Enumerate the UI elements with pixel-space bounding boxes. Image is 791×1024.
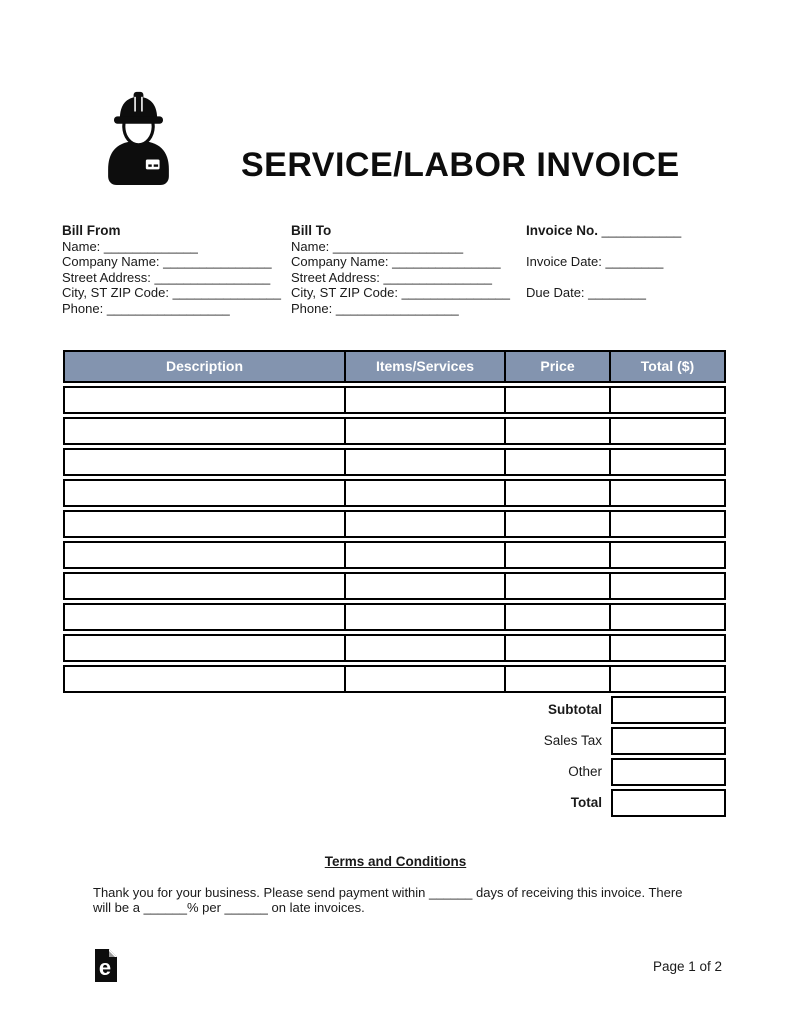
items-services-cell[interactable] bbox=[346, 479, 506, 507]
bill-to-heading: Bill To bbox=[291, 223, 332, 238]
bill-to-name-field bbox=[291, 239, 526, 255]
description-cell[interactable] bbox=[63, 510, 346, 538]
total-cell[interactable] bbox=[611, 448, 726, 476]
column-header-total: Total ($) bbox=[611, 350, 726, 383]
bill-to-city-field bbox=[291, 285, 526, 301]
description-cell[interactable] bbox=[63, 448, 346, 476]
field-blank[interactable]: ________________ bbox=[154, 269, 271, 285]
bill-to-company-field bbox=[291, 254, 526, 270]
description-cell[interactable] bbox=[63, 479, 346, 507]
field-label: City, ST ZIP Code: bbox=[291, 285, 398, 301]
price-cell[interactable] bbox=[506, 479, 611, 507]
page-number: Page 1 of 2 bbox=[652, 959, 722, 974]
description-cell[interactable] bbox=[63, 417, 346, 445]
description-cell[interactable] bbox=[63, 541, 346, 569]
field-blank[interactable]: _________________ bbox=[106, 300, 230, 316]
bill-from-section bbox=[62, 223, 291, 317]
items-services-cell[interactable] bbox=[346, 448, 506, 476]
sales-tax-row bbox=[63, 727, 726, 755]
terms-section bbox=[0, 854, 791, 916]
items-services-cell[interactable] bbox=[346, 572, 506, 600]
total-label: Total bbox=[570, 795, 602, 811]
price-cell[interactable] bbox=[506, 417, 611, 445]
bill-from-phone-field bbox=[62, 301, 291, 317]
description-cell[interactable] bbox=[63, 634, 346, 662]
table-row bbox=[63, 665, 726, 693]
column-header-items-services: Items/Services bbox=[346, 350, 506, 383]
price-cell[interactable] bbox=[506, 510, 611, 538]
description-cell[interactable] bbox=[63, 386, 346, 414]
price-cell[interactable] bbox=[506, 603, 611, 631]
field-label: Name: bbox=[291, 238, 330, 254]
total-cell[interactable] bbox=[611, 417, 726, 445]
items-services-cell[interactable] bbox=[346, 603, 506, 631]
price-cell[interactable] bbox=[506, 634, 611, 662]
field-label: Phone: bbox=[62, 300, 104, 316]
field-label: Name: bbox=[62, 238, 101, 254]
price-cell[interactable] bbox=[506, 541, 611, 569]
construction-worker-icon bbox=[99, 88, 178, 186]
line-items-table bbox=[63, 347, 726, 696]
field-label: Company Name: bbox=[62, 254, 160, 270]
table-row bbox=[63, 386, 726, 414]
bill-from-company-field bbox=[62, 254, 291, 270]
description-cell[interactable] bbox=[63, 665, 346, 693]
footer bbox=[0, 948, 791, 983]
summary-section bbox=[63, 696, 726, 817]
terms-heading: Terms and Conditions bbox=[324, 853, 467, 869]
field-blank[interactable]: _______________ bbox=[392, 254, 501, 270]
page-title: SERVICE/LABOR INVOICE bbox=[241, 146, 680, 184]
price-cell[interactable] bbox=[506, 448, 611, 476]
header bbox=[0, 0, 791, 186]
total-cell[interactable] bbox=[611, 479, 726, 507]
subtotal-row bbox=[63, 696, 726, 724]
table-row bbox=[63, 448, 726, 476]
price-cell[interactable] bbox=[506, 572, 611, 600]
billing-info-section bbox=[62, 223, 791, 317]
column-header-description: Description bbox=[63, 350, 346, 383]
table-row bbox=[63, 572, 726, 600]
field-label: Invoice No. bbox=[526, 223, 599, 238]
field-blank[interactable]: _______________ bbox=[172, 285, 282, 301]
field-blank[interactable]: _______________ bbox=[401, 285, 511, 301]
field-label: Due Date: bbox=[526, 285, 585, 301]
bill-to-phone-field bbox=[291, 301, 526, 317]
total-cell[interactable] bbox=[611, 541, 726, 569]
total-cell[interactable] bbox=[611, 634, 726, 662]
table-header-row bbox=[63, 350, 726, 383]
sales-tax-label: Sales Tax bbox=[543, 733, 602, 749]
table-row bbox=[63, 541, 726, 569]
description-cell[interactable] bbox=[63, 572, 346, 600]
other-label: Other bbox=[568, 764, 602, 780]
table-row bbox=[63, 634, 726, 662]
bill-from-name-field bbox=[62, 239, 291, 255]
column-header-price: Price bbox=[506, 350, 611, 383]
items-services-cell[interactable] bbox=[346, 634, 506, 662]
items-services-cell[interactable] bbox=[346, 386, 506, 414]
field-blank[interactable]: ________ bbox=[588, 285, 647, 301]
terms-body: Thank you for your business. Please send payment within ______ days of receiving this invoice. There will be a ______% per ______ on late invoices. bbox=[93, 884, 683, 916]
price-cell[interactable] bbox=[506, 386, 611, 414]
invoice-meta-section bbox=[526, 223, 756, 317]
bill-from-heading: Bill From bbox=[62, 223, 121, 238]
table-row bbox=[63, 417, 726, 445]
field-label: Company Name: bbox=[291, 254, 389, 270]
items-services-cell[interactable] bbox=[346, 417, 506, 445]
sales-tax-value-box[interactable] bbox=[611, 727, 726, 755]
bill-to-section bbox=[291, 223, 526, 317]
total-cell[interactable] bbox=[611, 665, 726, 693]
field-label: Phone: bbox=[291, 300, 333, 316]
field-blank[interactable]: ___________ bbox=[601, 223, 682, 238]
other-row bbox=[63, 758, 726, 786]
field-blank[interactable]: _________________ bbox=[335, 300, 459, 316]
bill-from-city-field bbox=[62, 285, 291, 301]
subtotal-value-box[interactable] bbox=[611, 696, 726, 724]
items-services-cell[interactable] bbox=[346, 510, 506, 538]
field-label: Invoice Date: bbox=[526, 254, 602, 270]
field-label: Street Address: bbox=[291, 269, 380, 285]
other-value-box[interactable] bbox=[611, 758, 726, 786]
price-cell[interactable] bbox=[506, 665, 611, 693]
field-blank[interactable]: _______________ bbox=[383, 269, 492, 285]
invoice-number-field bbox=[526, 223, 756, 239]
total-cell[interactable] bbox=[611, 386, 726, 414]
field-label: Street Address: bbox=[62, 269, 151, 285]
items-services-cell[interactable] bbox=[346, 541, 506, 569]
invoice-date-field bbox=[526, 254, 756, 270]
total-cell[interactable] bbox=[611, 603, 726, 631]
eforms-document-logo bbox=[94, 948, 118, 983]
table-row bbox=[63, 479, 726, 507]
bill-to-street-field bbox=[291, 270, 526, 286]
description-cell[interactable] bbox=[63, 603, 346, 631]
field-blank[interactable]: _______________ bbox=[163, 254, 272, 270]
total-cell[interactable] bbox=[611, 510, 726, 538]
field-label: City, ST ZIP Code: bbox=[62, 285, 169, 301]
table-row bbox=[63, 510, 726, 538]
field-blank[interactable]: _____________ bbox=[103, 238, 198, 254]
svg-text:e: e bbox=[98, 955, 112, 980]
total-cell[interactable] bbox=[611, 572, 726, 600]
bill-from-street-field bbox=[62, 270, 291, 286]
field-blank[interactable]: __________________ bbox=[332, 238, 464, 254]
items-services-cell[interactable] bbox=[346, 665, 506, 693]
table-row bbox=[63, 603, 726, 631]
subtotal-label: Subtotal bbox=[548, 702, 602, 718]
due-date-field bbox=[526, 285, 756, 301]
total-value-box[interactable] bbox=[611, 789, 726, 817]
total-row bbox=[63, 789, 726, 817]
field-blank[interactable]: ________ bbox=[605, 254, 664, 270]
